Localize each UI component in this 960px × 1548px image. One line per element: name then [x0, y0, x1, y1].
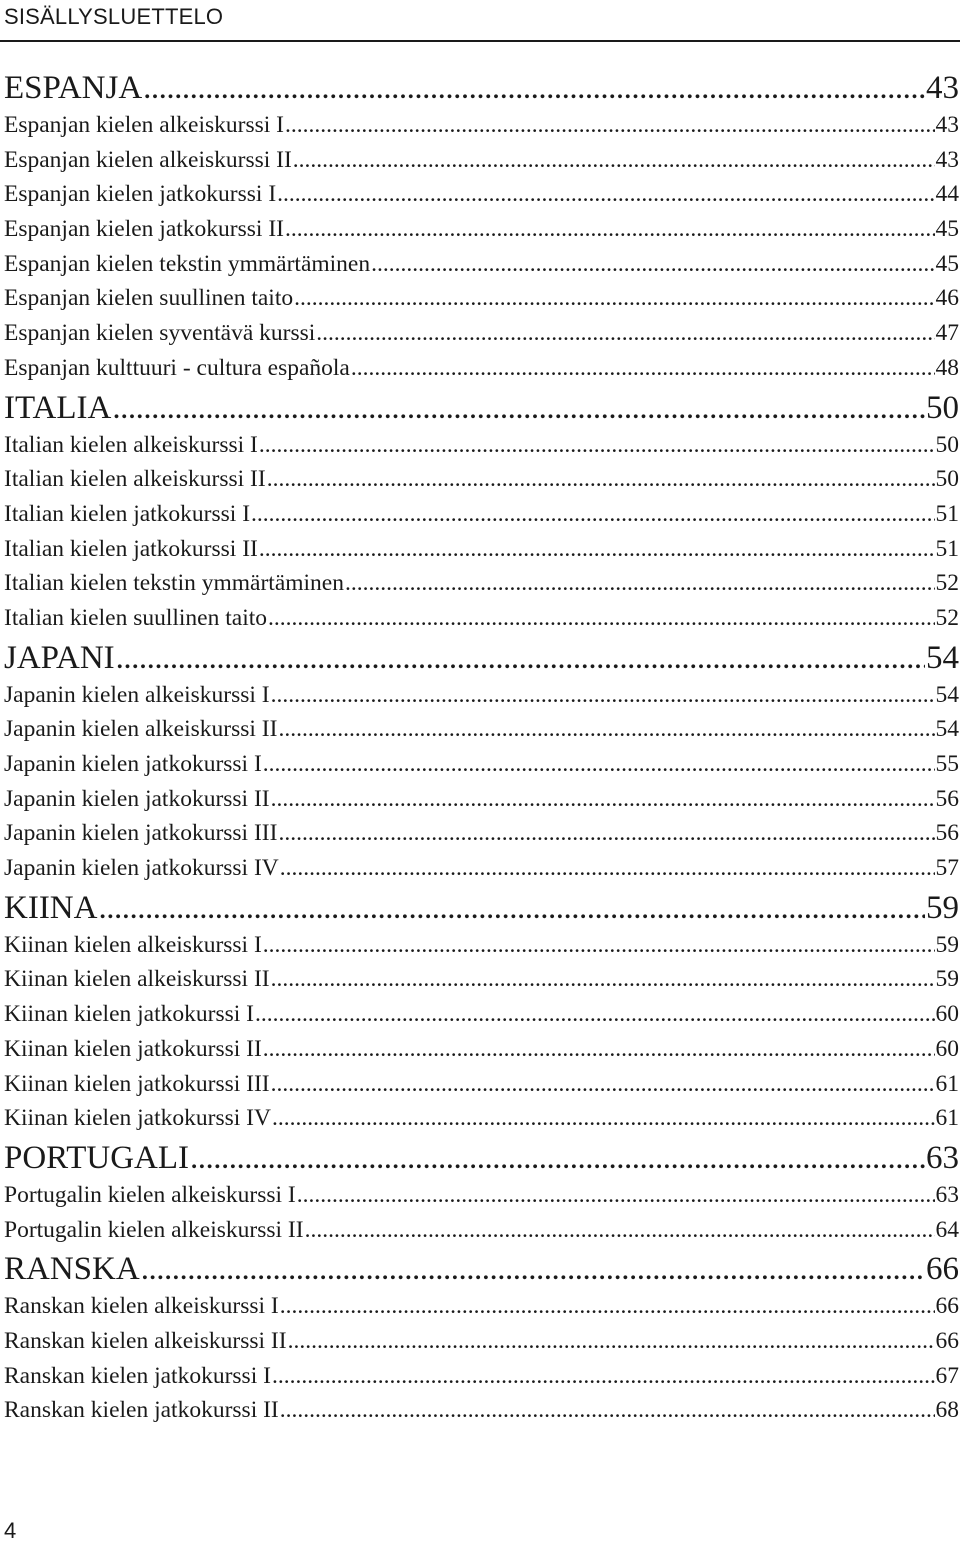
- toc-heading-label: RANSKA: [4, 1251, 140, 1288]
- toc-dot-leader: [141, 1249, 925, 1289]
- toc-entry-page-number: 55: [935, 751, 959, 777]
- toc-dot-leader: [98, 888, 925, 928]
- toc-entry-page-number: 59: [935, 931, 959, 958]
- toc-heading-label: PORTUGALI: [4, 1139, 190, 1176]
- toc-entry-page-number: 43: [935, 146, 959, 173]
- toc-entry-label: Kiinan kielen alkeiskurssi II: [4, 966, 270, 993]
- toc-dot-leader: [297, 1178, 935, 1213]
- toc-entry-page-number: 60: [935, 1001, 959, 1028]
- toc-entry[interactable]: [4, 1213, 959, 1248]
- toc-dot-leader: [259, 428, 935, 463]
- toc-entry-page-number: 48: [935, 354, 959, 381]
- toc-entry[interactable]: [4, 782, 959, 817]
- toc-entry-label: Espanjan kielen suullinen taito: [4, 285, 294, 312]
- toc-entry[interactable]: [4, 143, 959, 178]
- toc-entry[interactable]: [4, 281, 959, 316]
- toc-entry-label: Espanjan kielen alkeiskurssi I: [4, 112, 284, 138]
- toc-heading-page-number: 43: [926, 70, 959, 106]
- toc-entry-label: Italian kielen alkeiskurssi II: [4, 466, 266, 493]
- toc-entry-page-number: 45: [935, 250, 959, 277]
- toc-dot-leader: [345, 566, 935, 601]
- toc-dot-leader: [285, 212, 935, 247]
- toc-entry[interactable]: [4, 108, 959, 143]
- toc-dot-leader: [263, 1032, 935, 1067]
- toc-section: [4, 388, 959, 636]
- toc-dot-leader: [351, 351, 935, 386]
- toc-entry-page-number: 68: [935, 1397, 959, 1424]
- toc-entry-page-number: 52: [935, 570, 959, 597]
- toc-dot-leader: [190, 1138, 925, 1178]
- toc-entry-label: Ranskan kielen alkeiskurssi II: [4, 1327, 287, 1354]
- toc-entry-page-number: 56: [935, 820, 959, 847]
- toc-section: [4, 1249, 959, 1428]
- toc-dot-leader: [278, 712, 934, 747]
- toc-entry-label: Italian kielen alkeiskurssi I: [4, 431, 258, 458]
- toc-entry-label: Kiinan kielen jatkokurssi I: [4, 1001, 254, 1028]
- toc-section: [4, 1138, 959, 1247]
- toc-entry-label: Japanin kielen jatkokurssi III: [4, 820, 278, 847]
- toc-entry-label: Japanin kielen alkeiskurssi II: [4, 716, 278, 743]
- toc-entry-label: Japanin kielen jatkokurssi IV: [4, 855, 279, 882]
- toc-section-heading[interactable]: [4, 638, 959, 678]
- toc-entry[interactable]: [4, 851, 959, 886]
- toc-entry-label: Kiinan kielen jatkokurssi III: [4, 1070, 270, 1097]
- toc-dot-leader: [272, 1359, 935, 1394]
- toc-dot-leader: [263, 928, 935, 963]
- toc-section-heading[interactable]: [4, 888, 959, 928]
- toc-heading-page-number: 59: [926, 889, 959, 926]
- page-number: 4: [4, 1518, 17, 1543]
- toc-dot-leader: [316, 316, 934, 351]
- header-divider: [0, 40, 960, 42]
- toc-dot-leader: [116, 638, 925, 678]
- toc-entry-label: Portugalin kielen alkeiskurssi I: [4, 1181, 296, 1208]
- toc-entry[interactable]: [4, 532, 959, 567]
- toc-dot-leader: [271, 782, 935, 817]
- toc-entry-label: Japanin kielen jatkokurssi I: [4, 751, 262, 777]
- toc-entry-label: Kiinan kielen jatkokurssi II: [4, 1035, 262, 1062]
- toc-dot-leader: [271, 1067, 935, 1102]
- toc-entry[interactable]: [4, 247, 959, 282]
- toc-entry-label: Espanjan kulttuuri - cultura española: [4, 354, 350, 381]
- toc-heading-label: KIINA: [4, 889, 98, 926]
- toc-entry[interactable]: [4, 1067, 959, 1102]
- toc-entry-page-number: 52: [935, 604, 959, 631]
- toc-entry[interactable]: [4, 428, 959, 463]
- toc-dot-leader: [251, 497, 934, 532]
- toc-dot-leader: [268, 601, 935, 636]
- toc-dot-leader: [294, 281, 934, 316]
- toc-entry[interactable]: [4, 997, 959, 1032]
- toc-entry[interactable]: [4, 1289, 959, 1324]
- toc-entry[interactable]: [4, 566, 959, 601]
- toc-entry-label: Italian kielen jatkokurssi I: [4, 500, 251, 527]
- toc-dot-leader: [112, 388, 925, 428]
- toc-section-heading[interactable]: [4, 1249, 959, 1289]
- toc-entry-page-number: 60: [935, 1035, 959, 1062]
- toc-heading-label: ITALIA: [4, 389, 112, 426]
- toc-heading-page-number: 54: [926, 639, 959, 676]
- toc-dot-leader: [263, 747, 935, 782]
- toc-entry-label: Espanjan kielen jatkokurssi I: [4, 181, 277, 208]
- toc-entry-page-number: 50: [935, 466, 959, 493]
- toc-entry[interactable]: [4, 816, 959, 851]
- toc-dot-leader: [271, 962, 935, 997]
- toc-dot-leader: [255, 997, 935, 1032]
- toc-dot-leader: [371, 247, 934, 282]
- toc-entry[interactable]: [4, 678, 959, 713]
- toc-entry-page-number: 66: [935, 1327, 959, 1354]
- toc-dot-leader: [259, 532, 935, 567]
- toc-section: [4, 638, 959, 886]
- toc-entry[interactable]: [4, 962, 959, 997]
- toc-dot-leader: [280, 851, 935, 886]
- toc-entry[interactable]: [4, 1178, 959, 1213]
- toc-entry-page-number: 51: [935, 535, 959, 562]
- toc-entry-page-number: 54: [935, 681, 959, 708]
- toc-entry[interactable]: [4, 601, 959, 636]
- toc-dot-leader: [277, 177, 934, 212]
- toc-entry[interactable]: [4, 316, 959, 351]
- toc-section-heading[interactable]: [4, 388, 959, 428]
- toc-entry[interactable]: [4, 177, 959, 212]
- toc-entry-label: Kiinan kielen alkeiskurssi I: [4, 931, 262, 958]
- toc-dot-leader: [280, 1289, 935, 1324]
- toc-entry[interactable]: [4, 1101, 959, 1136]
- toc-entry[interactable]: [4, 747, 959, 782]
- toc-entry-page-number: 57: [935, 855, 959, 882]
- toc-entry-page-number: 66: [935, 1293, 959, 1320]
- toc-dot-leader: [143, 68, 925, 108]
- toc-section-heading[interactable]: [4, 68, 959, 108]
- toc-heading-label: ESPANJA: [4, 70, 143, 106]
- toc-entry-label: Espanjan kielen alkeiskurssi II: [4, 146, 292, 173]
- toc-entry-page-number: 54: [935, 716, 959, 743]
- toc-entry-page-number: 47: [935, 320, 959, 347]
- toc-entry[interactable]: [4, 351, 959, 386]
- toc-entry-page-number: 61: [935, 1070, 959, 1097]
- toc-entry-label: Ranskan kielen alkeiskurssi I: [4, 1293, 279, 1320]
- toc-dot-leader: [272, 1101, 935, 1136]
- toc-entry-page-number: 45: [935, 216, 959, 243]
- toc-heading-page-number: 66: [926, 1251, 959, 1288]
- toc-heading-page-number: 50: [926, 389, 959, 426]
- toc-entry-label: Espanjan kielen jatkokurssi II: [4, 216, 284, 243]
- toc-entry[interactable]: [4, 1324, 959, 1359]
- toc-entry[interactable]: [4, 497, 959, 532]
- toc-entry[interactable]: [4, 462, 959, 497]
- toc-entry-page-number: 46: [935, 285, 959, 312]
- toc-dot-leader: [278, 816, 934, 851]
- toc-entry-label: Espanjan kielen tekstin ymmärtäminen: [4, 250, 371, 277]
- toc-heading-page-number: 63: [926, 1139, 959, 1176]
- toc-entry[interactable]: [4, 712, 959, 747]
- toc-entry-page-number: 63: [935, 1181, 959, 1208]
- toc-entry[interactable]: [4, 212, 959, 247]
- toc-entry-page-number: 67: [935, 1362, 959, 1389]
- toc-entry-label: Portugalin kielen alkeiskurssi II: [4, 1216, 304, 1243]
- page-header-title: SISÄLLYSLUETTELO: [4, 4, 224, 29]
- toc-entry-label: Italian kielen jatkokurssi II: [4, 535, 258, 562]
- toc-entry-page-number: 56: [935, 785, 959, 812]
- toc-dot-leader: [305, 1213, 935, 1248]
- table-of-contents: [4, 68, 959, 1428]
- toc-entry[interactable]: [4, 1359, 959, 1394]
- toc-entry-page-number: 50: [935, 431, 959, 458]
- toc-dot-leader: [280, 1393, 935, 1428]
- toc-entry-label: Japanin kielen alkeiskurssi I: [4, 681, 270, 708]
- toc-entry-page-number: 44: [935, 181, 959, 208]
- toc-heading-label: JAPANI: [4, 639, 115, 676]
- toc-entry-label: Japanin kielen jatkokurssi II: [4, 785, 270, 812]
- toc-section: [4, 888, 959, 1136]
- toc-dot-leader: [267, 462, 935, 497]
- toc-entry-label: Espanjan kielen syventävä kurssi: [4, 320, 316, 347]
- toc-entry-label: Kiinan kielen jatkokurssi IV: [4, 1105, 271, 1132]
- toc-entry-label: Ranskan kielen jatkokurssi I: [4, 1362, 271, 1389]
- toc-dot-leader: [271, 678, 935, 713]
- toc-section: [4, 68, 959, 386]
- toc-entry-page-number: 51: [935, 500, 959, 527]
- toc-entry[interactable]: [4, 928, 959, 963]
- toc-entry-page-number: 59: [935, 966, 959, 993]
- toc-entry-page-number: 61: [935, 1105, 959, 1132]
- toc-entry-page-number: 43: [935, 112, 959, 138]
- toc-entry-page-number: 64: [935, 1216, 959, 1243]
- toc-entry[interactable]: [4, 1393, 959, 1428]
- toc-entry[interactable]: [4, 1032, 959, 1067]
- toc-dot-leader: [288, 1324, 935, 1359]
- toc-entry-label: Ranskan kielen jatkokurssi II: [4, 1397, 279, 1424]
- toc-section-heading[interactable]: [4, 1138, 959, 1178]
- toc-entry-label: Italian kielen suullinen taito: [4, 604, 267, 631]
- toc-dot-leader: [293, 143, 935, 178]
- toc-entry-label: Italian kielen tekstin ymmärtäminen: [4, 570, 344, 597]
- toc-dot-leader: [285, 108, 935, 143]
